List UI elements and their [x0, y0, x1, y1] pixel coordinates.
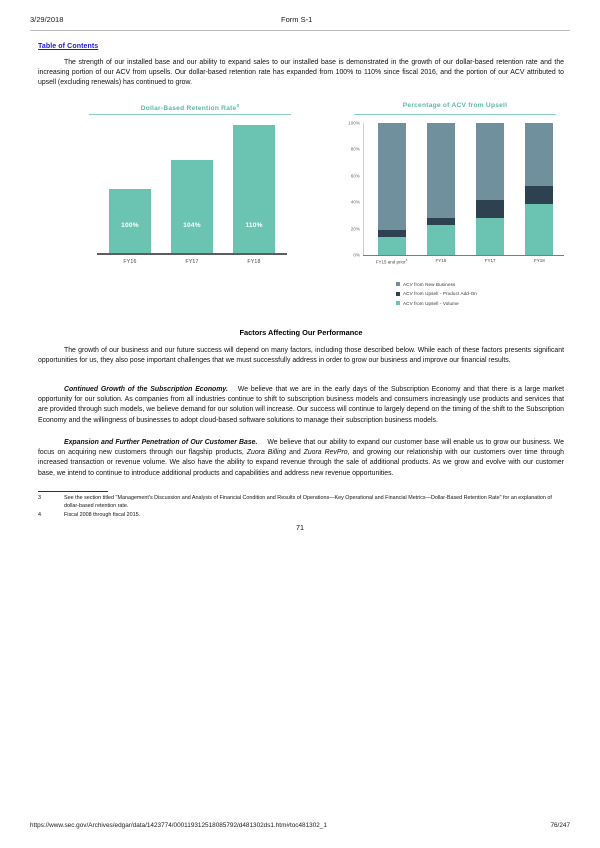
- chart-right-bars: [367, 123, 564, 255]
- chart-left-title-text: Dollar-Based Retention Rate: [140, 105, 237, 113]
- chart-right-title-divider: [354, 114, 556, 115]
- xtick-fy18: FY18: [247, 259, 261, 265]
- chart-right-title: [340, 100, 570, 112]
- bar-value-fy16: 100%: [121, 222, 139, 229]
- stacked-bar-fy15-and-prior: [378, 123, 406, 255]
- ytick-80pct: 80%: [350, 146, 360, 152]
- chart-right-baseline: [363, 255, 564, 256]
- legend-swatch-icon: [396, 301, 400, 305]
- chart-left-plot-area: [75, 123, 305, 275]
- paragraph-factors-text: The growth of our business and our future success will depend on many factors, including those described below. While each of these factors presents significant opportunities for us, they also pose important challenges that we must successfully address in order to grow our business and improve our financial results.: [38, 347, 564, 365]
- footnote-row: [38, 511, 564, 519]
- paragraph-customer-base: [38, 438, 564, 479]
- chart-dollar-based-retention-rate: [75, 100, 305, 275]
- footnote-text: See the section titled "Management's Discussion and Analysis of Financial Condition and Results of Operations—Key Operational and Financial Metrics—Dollar-Based Retention Rate" for an explanation of dollar-based retention rate.: [64, 495, 552, 509]
- stacked-bar-fy17: [476, 123, 504, 255]
- xtick-superscript: 4: [405, 258, 408, 262]
- legend-item: [396, 299, 576, 307]
- segment-top: [427, 123, 455, 218]
- intro-paragraph: [38, 58, 564, 89]
- ytick-20pct: 20%: [350, 226, 360, 232]
- charts-row: [30, 100, 570, 320]
- chart-left-bars: [99, 123, 285, 255]
- paragraph-subscription-economy-text: We believe that we are in the early days of the Subscription Economy and that there is a large market opportunity for our solution. As companies from all industries continue to shift to subscription business models and consumers increasingly use products and services that are provided through such models, we believe demand for our solution will increase. Our success will continue to largely depend on the timing of the shift to the Subscription Economy and the willingness of businesses to adopt cloud-based software solutions to manage their subscription business models.: [38, 386, 565, 424]
- segment-middle: [525, 186, 553, 203]
- paragraph-customer-base-text-a: We believe that our ability to expand our customer base will enable us to grow our business. We focus on acquiring new customers through our flagship products,: [38, 439, 564, 457]
- chart-left-title-divider: [89, 114, 291, 115]
- chart-left-title: [75, 100, 305, 112]
- legend-label: ACV from Upsell - Product Add-On: [403, 291, 477, 296]
- ytick-40pct: 40%: [350, 199, 360, 205]
- segment-bottom: [378, 237, 406, 255]
- footnotes: [38, 494, 564, 520]
- print-header: [30, 10, 570, 28]
- chart-right-yaxis: [340, 120, 362, 258]
- ytick-0pct: 0%: [353, 252, 360, 258]
- paragraph-factors: [38, 346, 564, 366]
- source-url: https://www.sec.gov/Archives/edgar/data/1423774/000119312518085792/d481302ds1.htm#toc481302_1: [30, 822, 327, 829]
- segment-top: [525, 123, 553, 186]
- bar-value-fy18: 110%: [245, 222, 263, 229]
- chart-left-baseline: [97, 253, 287, 255]
- footnote-text: Fiscal 2008 through fiscal 2015.: [64, 512, 141, 518]
- print-footer: [30, 822, 570, 829]
- legend-swatch-icon: [396, 282, 400, 286]
- chart-right-axis-line: [363, 123, 364, 255]
- chart-right-plot-area: [340, 120, 570, 275]
- bar-value-fy17: 104%: [183, 222, 201, 229]
- bar-fy16: [109, 189, 151, 255]
- paragraph-customer-base-lead: Expansion and Further Penetration of Our Customer Base.: [64, 439, 258, 446]
- segment-bottom: [476, 218, 504, 255]
- chart-right-title-text: Percentage of ACV from Upsell: [402, 102, 508, 109]
- intro-text: The strength of our installed base and our ability to expand sales to our installed base is demonstrated in the growth of our dollar-based retention rate and the increasing portion of our ACV from upsells. Our dollar-based retention rate has expanded from 100% to 110% since fiscal 2016, and the portion of our ACV attributed to upsell (excluding renewals) has continued to grow.: [38, 59, 564, 87]
- ytick-100pct: 100%: [348, 120, 360, 126]
- print-date: 3/29/2018: [30, 14, 64, 24]
- product-name-zuora-billing: Zuora Billing: [246, 449, 287, 457]
- document-title: Form S-1: [281, 14, 313, 24]
- segment-middle: [476, 200, 504, 218]
- segment-bottom: [427, 225, 455, 255]
- chart-left-title-superscript: 3: [236, 103, 240, 108]
- segment-top: [476, 123, 504, 200]
- footnote-number: 4: [38, 512, 41, 518]
- stacked-bar-fy18: [525, 123, 553, 255]
- segment-bottom: [525, 204, 553, 255]
- product-name-zuora-revpro: Zuora RevPro: [303, 449, 348, 457]
- legend-item: [396, 290, 576, 298]
- paragraph-customer-base-text-c: , and growing our relationship with our customers over time through increased transaction or revenue volume. We also have the ability to expand revenue through the sale of additional products. As we grow and evolve with our customer base, we intend to continue to introduce additional products and capabilities and address new revenue opportunities.: [38, 449, 564, 477]
- footnote-row: [38, 494, 564, 510]
- legend-swatch-icon: [396, 292, 400, 296]
- bar-fy18: [233, 125, 275, 255]
- page-section-heading: Factors Affecting Our Performance: [239, 328, 363, 337]
- stacked-bar-fy16: [427, 123, 455, 255]
- segment-middle: [427, 218, 455, 225]
- xtick-fy17: FY17: [185, 259, 199, 265]
- ytick-60pct: 60%: [350, 173, 360, 179]
- paragraph-subscription-economy: [38, 385, 564, 426]
- header-divider: [30, 30, 570, 31]
- page-number: 71: [296, 523, 304, 532]
- legend-label: ACV from New Business: [403, 281, 456, 287]
- chart-left-xaxis-labels: [99, 259, 285, 271]
- table-of-contents-link[interactable]: Table of Contents: [38, 43, 99, 50]
- xtick-fy16: FY16: [123, 259, 137, 265]
- chart-right-legend: [396, 280, 576, 309]
- legend-label: ACV from Upsell - Volume: [403, 300, 459, 306]
- footnote-divider: [38, 491, 108, 492]
- legend-item: [396, 280, 576, 288]
- chart-percentage-acv-from-upsell: [340, 100, 570, 306]
- chart-right-xaxis-labels: [367, 258, 564, 272]
- xtick-fy15-and-prior: FY15 and prior$^4$: [375, 258, 408, 265]
- xtick-fy18: FY18: [533, 258, 545, 263]
- bar-fy17: [171, 160, 213, 255]
- segment-top: [378, 123, 406, 230]
- xtick-fy16: FY16: [435, 258, 447, 263]
- page-count: 76/247: [550, 822, 570, 829]
- footnote-number: 3: [38, 495, 41, 501]
- paragraph-customer-base-text-b: and: [286, 449, 304, 457]
- segment-middle: [378, 230, 406, 237]
- xtick-fy17: FY17: [484, 258, 496, 263]
- paragraph-subscription-economy-lead: Continued Growth of the Subscription Economy.: [64, 386, 228, 393]
